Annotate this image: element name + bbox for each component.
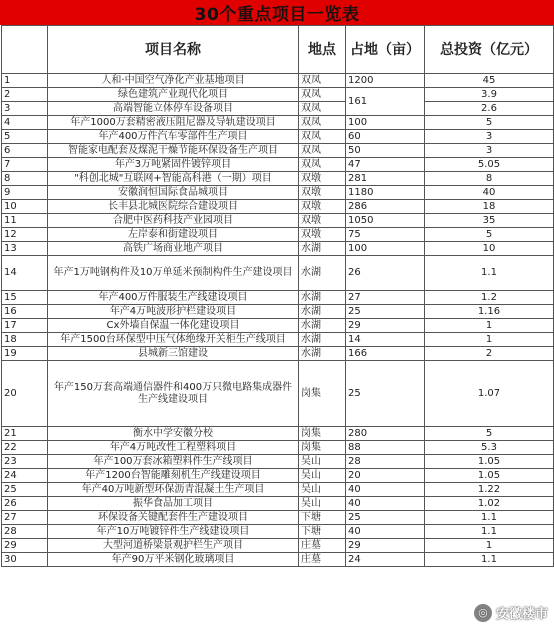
project-location: 双凤 xyxy=(299,144,346,158)
project-location: 吴山 xyxy=(299,483,346,497)
table-row xyxy=(2,158,554,172)
project-area: 26 xyxy=(346,256,425,291)
project-investment: 10 xyxy=(425,242,554,256)
project-area: 25 xyxy=(346,361,425,427)
row-number: 15 xyxy=(2,291,48,305)
row-number: 26 xyxy=(2,497,48,511)
project-investment: 1.05 xyxy=(425,469,554,483)
row-number: 10 xyxy=(2,200,48,214)
row-number: 11 xyxy=(2,214,48,228)
project-investment: 1.07 xyxy=(425,361,554,427)
project-location: 双墩 xyxy=(299,172,346,186)
project-investment: 5.05 xyxy=(425,158,554,172)
project-name: 年产1200台智能雕刻机生产线建设项目 xyxy=(48,469,299,483)
row-number: 28 xyxy=(2,525,48,539)
table-row xyxy=(2,242,554,256)
project-name: 安徽润恒国际食品城项目 xyxy=(48,186,299,200)
project-name: 年产400万件汽车零部件生产项目 xyxy=(48,130,299,144)
row-number: 14 xyxy=(2,256,48,291)
table-row xyxy=(2,102,554,116)
table-title: 30个重点项目一览表 xyxy=(0,0,554,25)
project-location: 双凤 xyxy=(299,74,346,88)
table-row xyxy=(2,511,554,525)
table-row xyxy=(2,361,554,427)
project-investment: 5 xyxy=(425,228,554,242)
table-row xyxy=(2,186,554,200)
table-row xyxy=(2,469,554,483)
project-location: 水湖 xyxy=(299,319,346,333)
row-number: 30 xyxy=(2,553,48,567)
project-investment: 35 xyxy=(425,214,554,228)
project-location: 水湖 xyxy=(299,347,346,361)
project-investment: 2.6 xyxy=(425,102,554,116)
project-area: 161 xyxy=(346,88,425,116)
project-investment: 1.1 xyxy=(425,511,554,525)
project-name: 高铁广场商业地产项目 xyxy=(48,242,299,256)
project-location: 岗集 xyxy=(299,427,346,441)
table-row xyxy=(2,483,554,497)
row-number: 23 xyxy=(2,455,48,469)
table-row xyxy=(2,144,554,158)
project-investment: 1.16 xyxy=(425,305,554,319)
row-number: 19 xyxy=(2,347,48,361)
watermark-text: 安徽楼市 xyxy=(495,607,548,622)
project-area: 28 xyxy=(346,455,425,469)
project-location: 下塘 xyxy=(299,525,346,539)
project-location: 水湖 xyxy=(299,291,346,305)
project-location: 水湖 xyxy=(299,333,346,347)
project-location: 双墩 xyxy=(299,200,346,214)
table-row xyxy=(2,333,554,347)
table-row xyxy=(2,200,554,214)
row-number: 9 xyxy=(2,186,48,200)
project-location: 吴山 xyxy=(299,455,346,469)
project-name: "科创北城"互联网+智能高科港（一期）项目 xyxy=(48,172,299,186)
table-row xyxy=(2,455,554,469)
project-name: 年产1000万套精密液压阻尼器及导轨建设项目 xyxy=(48,116,299,130)
project-area: 20 xyxy=(346,469,425,483)
project-name: 县城新三馆建设 xyxy=(48,347,299,361)
table-row xyxy=(2,291,554,305)
row-number: 18 xyxy=(2,333,48,347)
project-area: 166 xyxy=(346,347,425,361)
header-name: 项目名称 xyxy=(48,26,299,74)
project-location: 庄墓 xyxy=(299,539,346,553)
table-row xyxy=(2,74,554,88)
project-investment: 40 xyxy=(425,186,554,200)
project-investment: 5 xyxy=(425,427,554,441)
project-area: 280 xyxy=(346,427,425,441)
project-location: 庄墓 xyxy=(299,553,346,567)
project-name: 合肥中医药科技产业园项目 xyxy=(48,214,299,228)
project-name: 年产40万吨新型环保沥青混凝土生产项目 xyxy=(48,483,299,497)
table-row xyxy=(2,88,554,102)
project-area: 40 xyxy=(346,525,425,539)
row-number: 29 xyxy=(2,539,48,553)
row-number: 21 xyxy=(2,427,48,441)
project-investment: 1.2 xyxy=(425,291,554,305)
project-investment: 1.05 xyxy=(425,455,554,469)
row-number: 8 xyxy=(2,172,48,186)
row-number: 3 xyxy=(2,102,48,116)
table-row xyxy=(2,347,554,361)
project-investment: 1.02 xyxy=(425,497,554,511)
project-area: 100 xyxy=(346,242,425,256)
table-row xyxy=(2,214,554,228)
project-investment: 1.1 xyxy=(425,256,554,291)
header-row xyxy=(2,26,554,74)
project-area: 24 xyxy=(346,553,425,567)
project-name: Cx外墙自保温一体化建设项目 xyxy=(48,319,299,333)
table-row xyxy=(2,256,554,291)
table-row xyxy=(2,553,554,567)
project-area: 281 xyxy=(346,172,425,186)
project-area: 50 xyxy=(346,144,425,158)
table-row xyxy=(2,172,554,186)
project-location: 下塘 xyxy=(299,511,346,525)
project-investment: 1.1 xyxy=(425,553,554,567)
table-row xyxy=(2,319,554,333)
project-location: 吴山 xyxy=(299,469,346,483)
project-area: 60 xyxy=(346,130,425,144)
project-location: 双凤 xyxy=(299,130,346,144)
project-name: 年产4万吨改性工程塑料项目 xyxy=(48,441,299,455)
project-area: 88 xyxy=(346,441,425,455)
row-number: 20 xyxy=(2,361,48,427)
project-location: 双凤 xyxy=(299,158,346,172)
project-area: 75 xyxy=(346,228,425,242)
table-row xyxy=(2,525,554,539)
project-name: 智能家电配套及煤泥干燥节能环保设备生产项目 xyxy=(48,144,299,158)
project-name: 长丰县北城医院综合建设项目 xyxy=(48,200,299,214)
project-investment: 3 xyxy=(425,144,554,158)
row-number: 1 xyxy=(2,74,48,88)
project-investment: 5 xyxy=(425,116,554,130)
table-row xyxy=(2,116,554,130)
project-area: 29 xyxy=(346,319,425,333)
project-area: 25 xyxy=(346,305,425,319)
project-name: 大型河道桥梁景观护栏生产项目 xyxy=(48,539,299,553)
project-area: 1180 xyxy=(346,186,425,200)
project-location: 水湖 xyxy=(299,256,346,291)
row-number: 7 xyxy=(2,158,48,172)
project-investment: 3 xyxy=(425,130,554,144)
project-investment: 45 xyxy=(425,74,554,88)
project-area: 286 xyxy=(346,200,425,214)
project-name: 年产3万吨紧固件镀锌项目 xyxy=(48,158,299,172)
project-location: 双墩 xyxy=(299,214,346,228)
project-location: 双墩 xyxy=(299,186,346,200)
project-investment: 18 xyxy=(425,200,554,214)
project-location: 双凤 xyxy=(299,88,346,102)
project-area: 14 xyxy=(346,333,425,347)
project-investment: 2 xyxy=(425,347,554,361)
project-area: 47 xyxy=(346,158,425,172)
project-location: 双凤 xyxy=(299,116,346,130)
row-number: 17 xyxy=(2,319,48,333)
header-investment: 总投资（亿元） xyxy=(425,26,554,74)
row-number: 5 xyxy=(2,130,48,144)
project-area: 27 xyxy=(346,291,425,305)
project-name: 年产4万吨波形护栏建设项目 xyxy=(48,305,299,319)
row-number: 4 xyxy=(2,116,48,130)
projects-table xyxy=(1,25,554,567)
row-number: 16 xyxy=(2,305,48,319)
project-investment: 8 xyxy=(425,172,554,186)
table-row xyxy=(2,441,554,455)
project-location: 水湖 xyxy=(299,242,346,256)
project-name: 年产150万套高端通信器件和400万只微电路集成器件生产线建设项目 xyxy=(48,361,299,427)
project-investment: 1 xyxy=(425,319,554,333)
row-number: 6 xyxy=(2,144,48,158)
project-name: 高端智能立体停车设备项目 xyxy=(48,102,299,116)
project-name: 年产100万套冰箱塑料件生产线项目 xyxy=(48,455,299,469)
project-investment: 3.9 xyxy=(425,88,554,102)
project-name: 振华食品加工项目 xyxy=(48,497,299,511)
row-number: 22 xyxy=(2,441,48,455)
project-name: 年产90万平米钢化玻璃项目 xyxy=(48,553,299,567)
project-name: 年产1万吨钢构件及10万单延米预制构件生产建设项目 xyxy=(48,256,299,291)
header-location: 地点 xyxy=(299,26,346,74)
project-area: 25 xyxy=(346,511,425,525)
row-number: 12 xyxy=(2,228,48,242)
watermark xyxy=(474,603,548,622)
project-location: 水湖 xyxy=(299,305,346,319)
table-row xyxy=(2,539,554,553)
table-row xyxy=(2,305,554,319)
project-area: 1200 xyxy=(346,74,425,88)
project-location: 双墩 xyxy=(299,228,346,242)
project-name: 衡水中学安徽分校 xyxy=(48,427,299,441)
project-name: 环保设备关键配套件生产建设项目 xyxy=(48,511,299,525)
row-number: 25 xyxy=(2,483,48,497)
project-area: 100 xyxy=(346,116,425,130)
project-name: 左岸泰和街建设项目 xyxy=(48,228,299,242)
row-number: 24 xyxy=(2,469,48,483)
header-no xyxy=(2,26,48,74)
row-number: 13 xyxy=(2,242,48,256)
project-name: 绿色建筑产业现代化项目 xyxy=(48,88,299,102)
project-location: 吴山 xyxy=(299,497,346,511)
project-investment: 1.1 xyxy=(425,525,554,539)
project-area: 40 xyxy=(346,497,425,511)
table-row xyxy=(2,497,554,511)
project-name: 年产1500台环保型中压气体绝缘开关柜生产线项目 xyxy=(48,333,299,347)
table-row xyxy=(2,228,554,242)
project-investment: 1.22 xyxy=(425,483,554,497)
project-area: 29 xyxy=(346,539,425,553)
project-location: 岗集 xyxy=(299,361,346,427)
project-location: 双凤 xyxy=(299,102,346,116)
project-area: 40 xyxy=(346,483,425,497)
project-name: 年产10万吨镀锌件生产线建设项目 xyxy=(48,525,299,539)
project-location: 岗集 xyxy=(299,441,346,455)
table-row xyxy=(2,427,554,441)
header-area: 占地（亩） xyxy=(346,26,425,74)
project-area: 1050 xyxy=(346,214,425,228)
project-name: 人和·中国空气净化产业基地项目 xyxy=(48,74,299,88)
project-name: 年产400万件服装生产线建设项目 xyxy=(48,291,299,305)
project-investment: 1 xyxy=(425,333,554,347)
wechat-icon: ◎ xyxy=(474,604,492,622)
project-investment: 5.3 xyxy=(425,441,554,455)
project-investment: 1 xyxy=(425,539,554,553)
row-number: 2 xyxy=(2,88,48,102)
table-row xyxy=(2,130,554,144)
row-number: 27 xyxy=(2,511,48,525)
